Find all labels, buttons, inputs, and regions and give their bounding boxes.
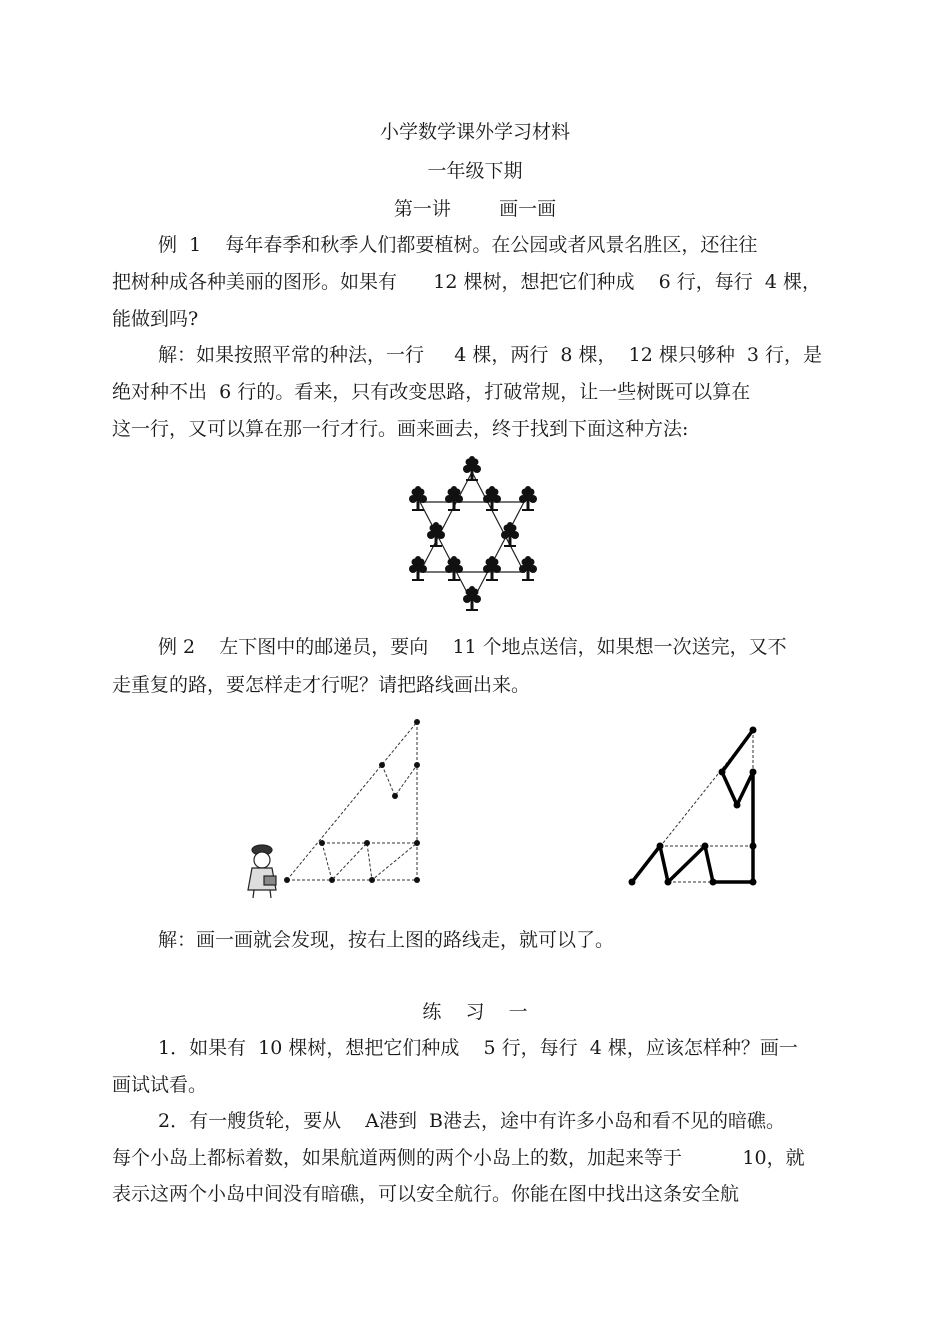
example2-line1: 例 2 左下图中的邮递员，要向 11 个地点送信，如果想一次送完，又不: [158, 636, 787, 658]
tree-icon: [409, 486, 427, 511]
example1-line2: 把树种成各种美丽的图形。如果有 12 棵树，想把它们种成 6 行，每行 4 棵，: [112, 271, 821, 293]
solution1-line3: 这一行，又可以算在那一行才行。画来画去，终于找到下面这种方法:: [112, 418, 689, 440]
exercise-q2-line1: 2．有一艘货轮，要从 A港到 B港去，途中有许多小岛和看不见的暗礁。: [158, 1110, 786, 1132]
example2-line2: 走重复的路，要怎样走才行呢？请把路线画出来。: [112, 674, 531, 696]
postman-route-figure: [240, 710, 430, 900]
exercise-q1-line1: 1．如果有 10 棵树，想把它们种成 5 行，每行 4 棵，应该怎样种？画一: [158, 1037, 798, 1059]
trees: [409, 456, 537, 611]
tree-star-figure: [400, 452, 550, 612]
tree-icon: [463, 456, 481, 481]
solution1-line2: 绝对种不出 6 行的。看来，只有改变思路，打破常规，让一些树既可以算在: [112, 381, 751, 403]
exercise-q2-line3: 表示这两个小岛中间没有暗礁，可以安全航行。你能在图中找出这条安全航: [112, 1183, 740, 1205]
exercise-heading: 练 习 一: [422, 1001, 528, 1023]
tree-icon: [427, 522, 445, 547]
example1-line3: 能做到吗?: [112, 308, 199, 330]
tree-icon: [483, 486, 501, 511]
solution-route-figure: [620, 720, 770, 900]
doc-title: 小学数学课外学习材料: [379, 121, 570, 143]
exercise-q1-line2: 画试试看。: [112, 1074, 208, 1096]
tree-icon: [409, 556, 427, 581]
doc-subtitle: 一年级下期: [427, 160, 523, 182]
tree-icon: [445, 556, 463, 581]
example1-line1: 例 1 每年春季和秋季人们都要植树。在公园或者风景名胜区，还往往: [158, 234, 758, 256]
tree-icon: [483, 556, 501, 581]
lecture-title: 第一讲 画一画: [393, 198, 557, 220]
tree-icon: [519, 556, 537, 581]
tree-icon: [445, 486, 463, 511]
tree-icon: [501, 522, 519, 547]
exercise-q2-line2: 每个小岛上都标着数，如果航道两侧的两个小岛上的数，加起来等于 10，就: [112, 1147, 805, 1169]
solution1-line1: 解：如果按照平常的种法，一行 4 棵，两行 8 棵， 12 棵只够种 3 行，是: [158, 344, 823, 366]
solution2-line1: 解：画一画就会发现，按右上图的路线走，就可以了。: [158, 929, 615, 951]
dotted-paths: [287, 722, 417, 880]
postman-icon: [248, 845, 276, 898]
